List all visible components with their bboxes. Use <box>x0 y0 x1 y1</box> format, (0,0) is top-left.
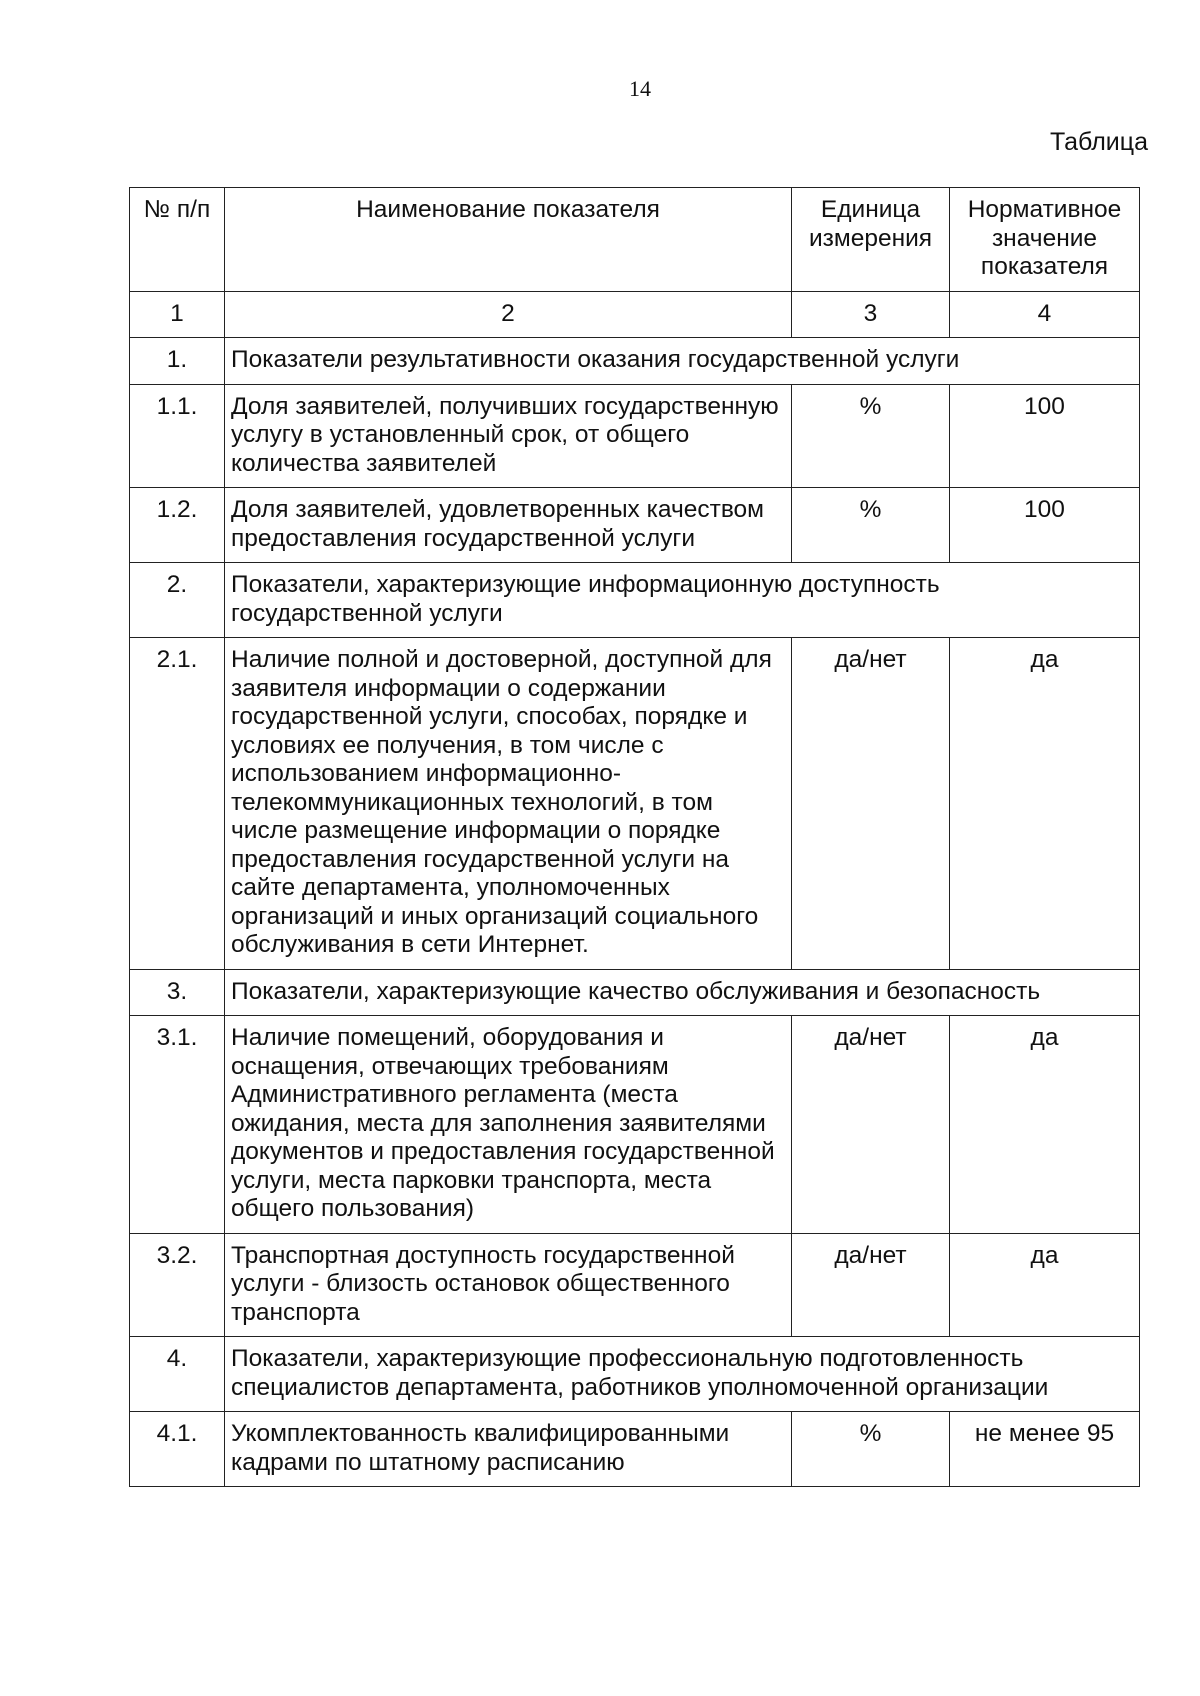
table-row <box>130 1016 1140 1234</box>
indicator-value: да <box>950 638 1140 970</box>
header-norm: Нормативное значение показателя <box>950 188 1140 292</box>
column-number: 1 <box>130 291 225 338</box>
indicator-name: Наличие полной и достоверной, доступной для заявителя информации о содержании государственной услуги, способах, порядке и условиях ее получения, в том числе с использованием информационно-телекоммуникационных технологий, в том числе размещение информации о порядке предоставления государственной услуги на сайте департамента, уполномоченных организаций и иных организаций социального обслуживания в сети Интернет. <box>225 638 792 970</box>
row-number: 1.2. <box>130 488 225 563</box>
table-row <box>130 638 1140 970</box>
indicator-value: 100 <box>950 488 1140 563</box>
column-number: 2 <box>225 291 792 338</box>
indicator-unit: % <box>792 488 950 563</box>
section-number: 3. <box>130 969 225 1016</box>
header-num: № п/п <box>130 188 225 292</box>
section-row <box>130 338 1140 385</box>
row-number: 3.2. <box>130 1233 225 1337</box>
indicator-unit: % <box>792 1412 950 1487</box>
page-number: 14 <box>629 76 651 101</box>
indicator-value: не менее 95 <box>950 1412 1140 1487</box>
indicator-name: Наличие помещений, оборудования и оснащения, отвечающих требованиям Административного регламента (места ожидания, места для заполнения заявителями документов и предоставления государственной услуги, места парковки транспорта, места общего пользования) <box>225 1016 792 1234</box>
indicator-name: Доля заявителей, получивших государственную услугу в установленный срок, от общего количества заявителей <box>225 384 792 488</box>
indicator-value: 100 <box>950 384 1140 488</box>
indicator-name: Доля заявителей, удовлетворенных качеством предоставления государственной услуги <box>225 488 792 563</box>
header-unit: Единица измерения <box>792 188 950 292</box>
section-title: Показатели, характеризующие качество обслуживания и безопасность <box>225 969 1140 1016</box>
section-title: Показатели, характеризующие профессиональную подготовленность специалистов департамента, работников уполномоченной организации <box>225 1337 1140 1412</box>
column-number: 3 <box>792 291 950 338</box>
row-number: 1.1. <box>130 384 225 488</box>
table-caption: Таблица <box>1049 128 1148 156</box>
table-row <box>130 384 1140 488</box>
section-number: 1. <box>130 338 225 385</box>
section-row <box>130 1337 1140 1412</box>
indicator-unit: % <box>792 384 950 488</box>
indicator-unit: да/нет <box>792 1233 950 1337</box>
section-number: 2. <box>130 563 225 638</box>
table-row <box>130 488 1140 563</box>
table-row <box>130 1233 1140 1337</box>
table-row <box>130 1412 1140 1487</box>
indicator-unit: да/нет <box>792 1016 950 1234</box>
indicator-value: да <box>950 1016 1140 1234</box>
indicators-table <box>129 187 1140 1487</box>
section-title: Показатели, характеризующие информационную доступность государственной услуги <box>225 563 1140 638</box>
section-title: Показатели результативности оказания государственной услуги <box>225 338 1140 385</box>
section-row <box>130 563 1140 638</box>
column-number: 4 <box>950 291 1140 338</box>
row-number: 4.1. <box>130 1412 225 1487</box>
indicator-name: Транспортная доступность государственной услуги - близость остановок общественного транспорта <box>225 1233 792 1337</box>
indicator-name: Укомплектованность квалифицированными кадрами по штатному расписанию <box>225 1412 792 1487</box>
column-number-row <box>130 291 1140 338</box>
section-number: 4. <box>130 1337 225 1412</box>
indicator-unit: да/нет <box>792 638 950 970</box>
row-number: 3.1. <box>130 1016 225 1234</box>
indicator-value: да <box>950 1233 1140 1337</box>
header-name: Наименование показателя <box>225 188 792 292</box>
header-row <box>130 188 1140 292</box>
row-number: 2.1. <box>130 638 225 970</box>
section-row <box>130 969 1140 1016</box>
